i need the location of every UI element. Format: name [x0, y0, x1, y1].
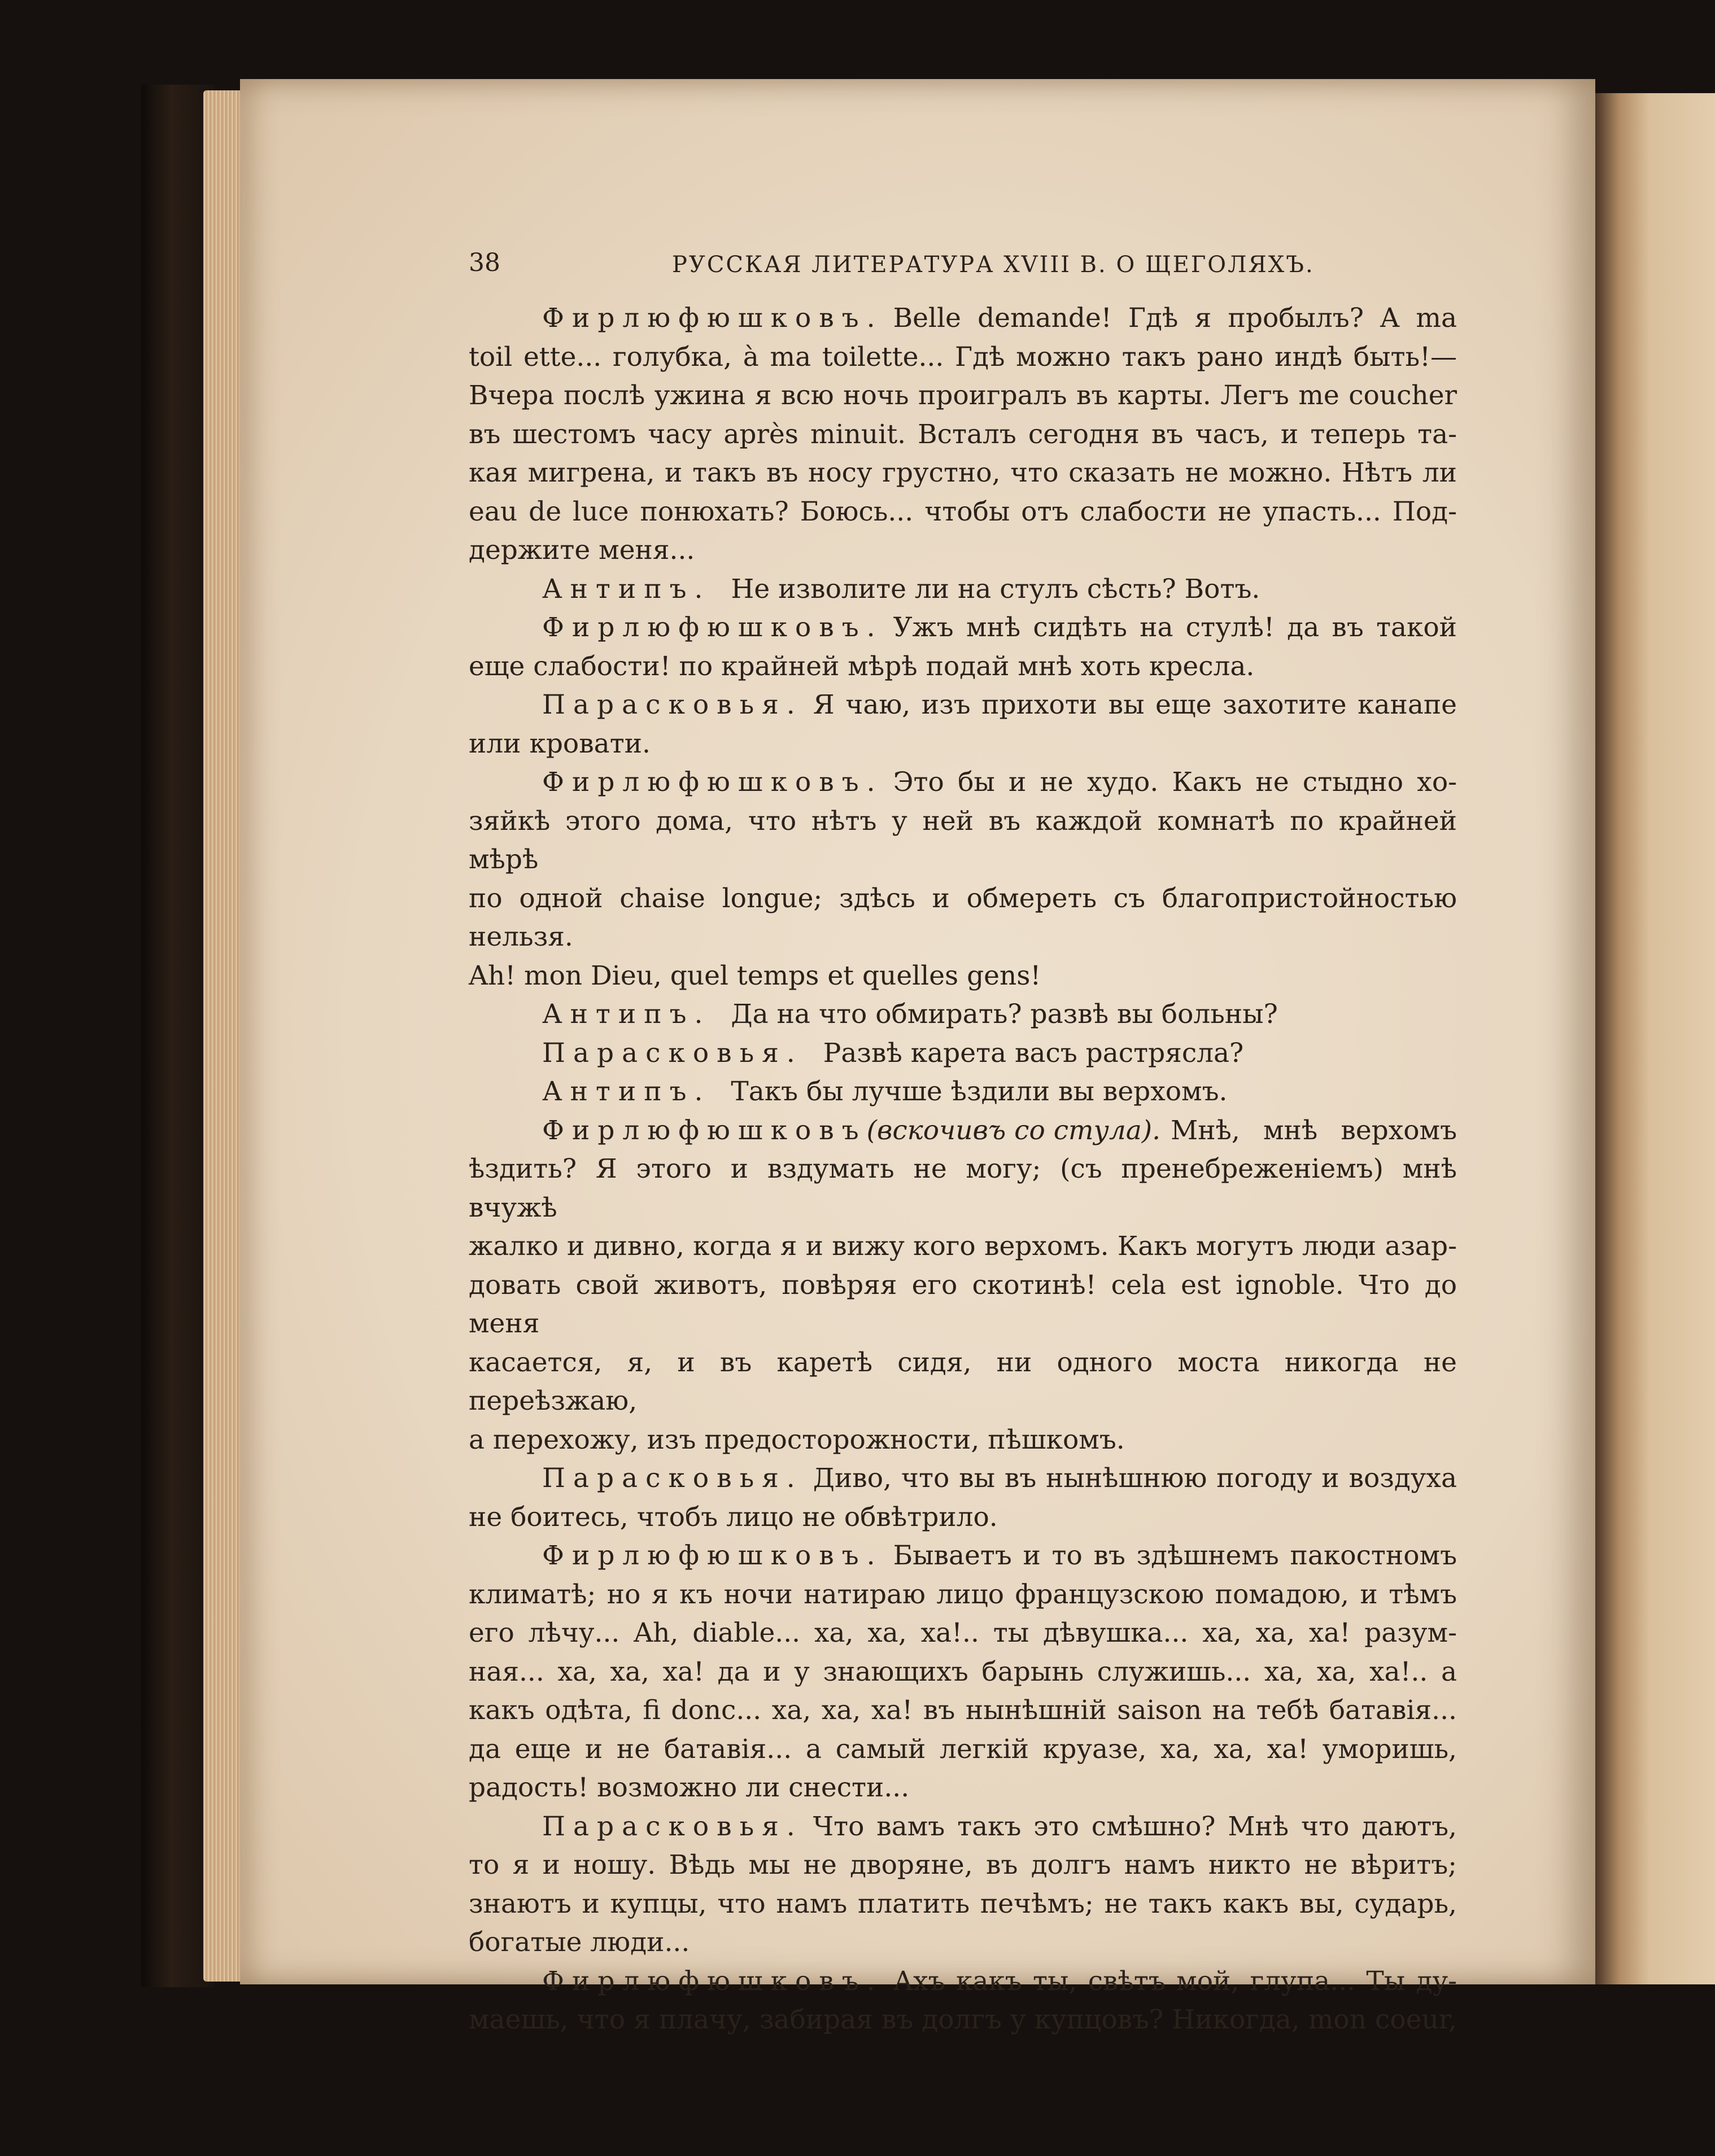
- text-line: [469, 570, 1457, 609]
- text-line: [469, 763, 1457, 802]
- line-text: ѣздить? Я этого и вздумать не могу; (съ пренебреженіемъ) мнѣ вчужѣ: [469, 1153, 1457, 1223]
- line-text: Это бы и не худо. Какъ не стыдно хо-: [893, 767, 1457, 798]
- line-text: Что вамъ такъ это смѣшно? Мнѣ что даютъ,: [813, 1810, 1457, 1842]
- page-body: [469, 299, 1457, 2040]
- line-text: toil ette... голубка, à ma toilette... Гдѣ можно такъ рано индѣ быть!—: [469, 341, 1457, 373]
- running-head: [469, 248, 1457, 299]
- text-line: [469, 531, 1457, 570]
- line-text: кая мигрена, и такъ въ носу грустно, что сказать не можно. Нѣтъ ли: [469, 457, 1457, 488]
- text-line: [469, 1112, 1457, 1151]
- line-text: радость! возможно ли снести...: [469, 1772, 910, 1803]
- line-text: да еще и не батавія... а самый легкій круазе, ха, ха, ха! уморишь,: [469, 1733, 1457, 1765]
- speaker-name: Фирлюфюшковъ: [542, 1114, 867, 1146]
- speaker-name: Фирлюфюшковъ.: [542, 303, 883, 334]
- speaker-name: Фирлюфюшковъ.: [542, 767, 883, 798]
- speaker-name: Антипъ.: [542, 1076, 711, 1107]
- line-text: Бываетъ и то въ здѣшнемъ пакостномъ: [893, 1540, 1457, 1571]
- text-line: [469, 338, 1457, 377]
- book-page: [240, 79, 1595, 2035]
- speaker-name: Фирлюфюшковъ.: [542, 1540, 883, 1571]
- text-line: [469, 995, 1457, 1034]
- text-line: [469, 1344, 1457, 1421]
- line-text: еще слабости! по крайней мѣрѣ подай мнѣ хоть кресла.: [469, 650, 1255, 682]
- line-text: то я и ношу. Вѣдь мы не дворяне, въ долгъ намъ никто не вѣритъ;: [469, 1849, 1457, 1881]
- text-line: [469, 1808, 1457, 1847]
- line-text: Развѣ карета васъ растрясла?: [823, 1037, 1244, 1069]
- text-line: [469, 1846, 1457, 1885]
- text-line: [469, 416, 1457, 454]
- facing-page-edge: [1595, 93, 1715, 1984]
- line-text: климатѣ; но я къ ночи натираю лицо французскою помадою, и тѣмъ: [469, 1578, 1457, 1610]
- text-line: [469, 377, 1457, 416]
- text-line: [469, 1150, 1457, 1227]
- text-line: [469, 1769, 1457, 1808]
- text-line: [469, 1266, 1457, 1344]
- line-text: Ah! mon Dieu, quel temps et quelles gens!: [469, 960, 1041, 991]
- speaker-name: Парасковья.: [542, 689, 803, 720]
- line-text: зяйкѣ этого дома, что нѣтъ у ней въ каждой комнатѣ по крайней мѣрѣ: [469, 805, 1457, 875]
- text-line: [469, 1537, 1457, 1576]
- text-block: [469, 248, 1457, 2040]
- text-line: [469, 454, 1457, 493]
- line-text: Мнѣ, мнѣ верхомъ: [1171, 1114, 1457, 1146]
- line-text: Да на что обмирать? развѣ вы больны?: [731, 999, 1278, 1030]
- line-text: довать свой животъ, повѣряя его скотинѣ! cela est ignoble. Что до меня: [469, 1269, 1457, 1339]
- text-line: [469, 1962, 1457, 2001]
- speaker-name: Парасковья.: [542, 1037, 803, 1069]
- speaker-name: Фирлюфюшковъ.: [542, 1965, 883, 1997]
- speaker-name: Фирлюфюшковъ.: [542, 612, 883, 643]
- line-text: не боитесь, чтобъ лицо не обвѣтрило.: [469, 1501, 998, 1533]
- line-text: знаютъ и купцы, что намъ платить печѣмъ; не такъ какъ вы, сударь,: [469, 1888, 1457, 1919]
- speaker-name: Антипъ.: [542, 999, 711, 1030]
- text-line: [469, 1885, 1457, 1924]
- text-line: [469, 1923, 1457, 1962]
- line-text: eau de luce понюхать? Боюсь... чтобы отъ слабости не упасть... Под-: [469, 496, 1457, 527]
- text-line: [469, 493, 1457, 532]
- line-text: жалко и дивно, когда я и вижу кого верхомъ. Какъ могутъ люди азар-: [469, 1231, 1457, 1262]
- text-line: [469, 1653, 1457, 1692]
- text-line: [469, 686, 1457, 725]
- line-text: или кровати.: [469, 728, 651, 759]
- speaker-name: Антипъ.: [542, 573, 711, 605]
- text-line: [469, 1576, 1457, 1615]
- line-text: касается, я, и въ каретѣ сидя, ни одного моста никогда не переѣзжаю,: [469, 1346, 1457, 1416]
- text-line: [469, 1614, 1457, 1653]
- line-text: Ужъ мнѣ сидѣть на стулѣ! да въ такой: [893, 612, 1457, 643]
- running-title: РУССКАЯ ЛИТЕРАТУРА XVIII В. О ЩЕГОЛЯХЪ.: [672, 252, 1315, 278]
- text-line: [469, 1730, 1457, 1769]
- text-line: [469, 880, 1457, 957]
- line-text: держите меня...: [469, 535, 695, 566]
- text-line: [469, 1227, 1457, 1266]
- text-line: [469, 1034, 1457, 1073]
- stage-direction: (вскочивъ со стула).: [866, 1114, 1161, 1146]
- line-text: его лѣчу... Ah, diable... ха, ха, ха!.. ты дѣвушка... ха, ха, ха! разум-: [469, 1617, 1457, 1648]
- text-line: [469, 802, 1457, 880]
- line-text: Belle demande! Гдѣ я пробылъ? A ma: [893, 303, 1457, 334]
- text-line: [469, 2001, 1457, 2040]
- text-line: [469, 609, 1457, 648]
- line-text: Диво, что вы въ нынѣшнюю погоду и воздуха: [813, 1463, 1457, 1494]
- text-line: [469, 299, 1457, 338]
- speaker-name: Парасковья.: [542, 1463, 803, 1494]
- text-line: [469, 1498, 1457, 1537]
- line-text: по одной chaise longue; здѣсь и обмереть съ благопристойностью нельзя.: [469, 882, 1457, 952]
- line-text: Такъ бы лучше ѣздили вы верхомъ.: [731, 1076, 1228, 1107]
- line-text: маешь, что я плачу, забирая въ долгъ у купцовъ? Никогда, mon coeur,: [469, 2004, 1457, 2035]
- line-text: Я чаю, изъ прихоти вы еще захотите канапе: [813, 689, 1457, 720]
- page-number: 38: [469, 248, 500, 277]
- text-line: [469, 1421, 1457, 1460]
- text-line: [469, 1691, 1457, 1730]
- speaker-name: Парасковья.: [542, 1810, 803, 1842]
- line-text: ная... ха, ха, ха! да и у знающихъ барынь служишь... ха, ха, ха!.. а: [469, 1656, 1457, 1687]
- line-text: Ахъ какъ ты, свѣтъ мой, глупа... Ты ду-: [893, 1965, 1457, 1997]
- line-text: въ шестомъ часу après minuit. Всталъ сегодня въ часъ, и теперь та-: [469, 418, 1457, 450]
- line-text: а перехожу, изъ предосторожности, пѣшкомъ.: [469, 1424, 1125, 1455]
- line-text: Не изволите ли на стулъ сѣсть? Вотъ.: [731, 573, 1260, 605]
- text-line: [469, 725, 1457, 764]
- text-line: [469, 1073, 1457, 1112]
- text-line: [469, 1459, 1457, 1498]
- line-text: Вчера послѣ ужина я всю ночь проигралъ въ карты. Легъ me coucher: [469, 380, 1457, 411]
- text-line: [469, 648, 1457, 686]
- line-text: богатые люди...: [469, 1927, 690, 1958]
- line-text: какъ одѣта, fi donc... ха, ха, ха! въ нынѣшній saison на тебѣ батавія...: [469, 1695, 1457, 1726]
- text-line: [469, 957, 1457, 996]
